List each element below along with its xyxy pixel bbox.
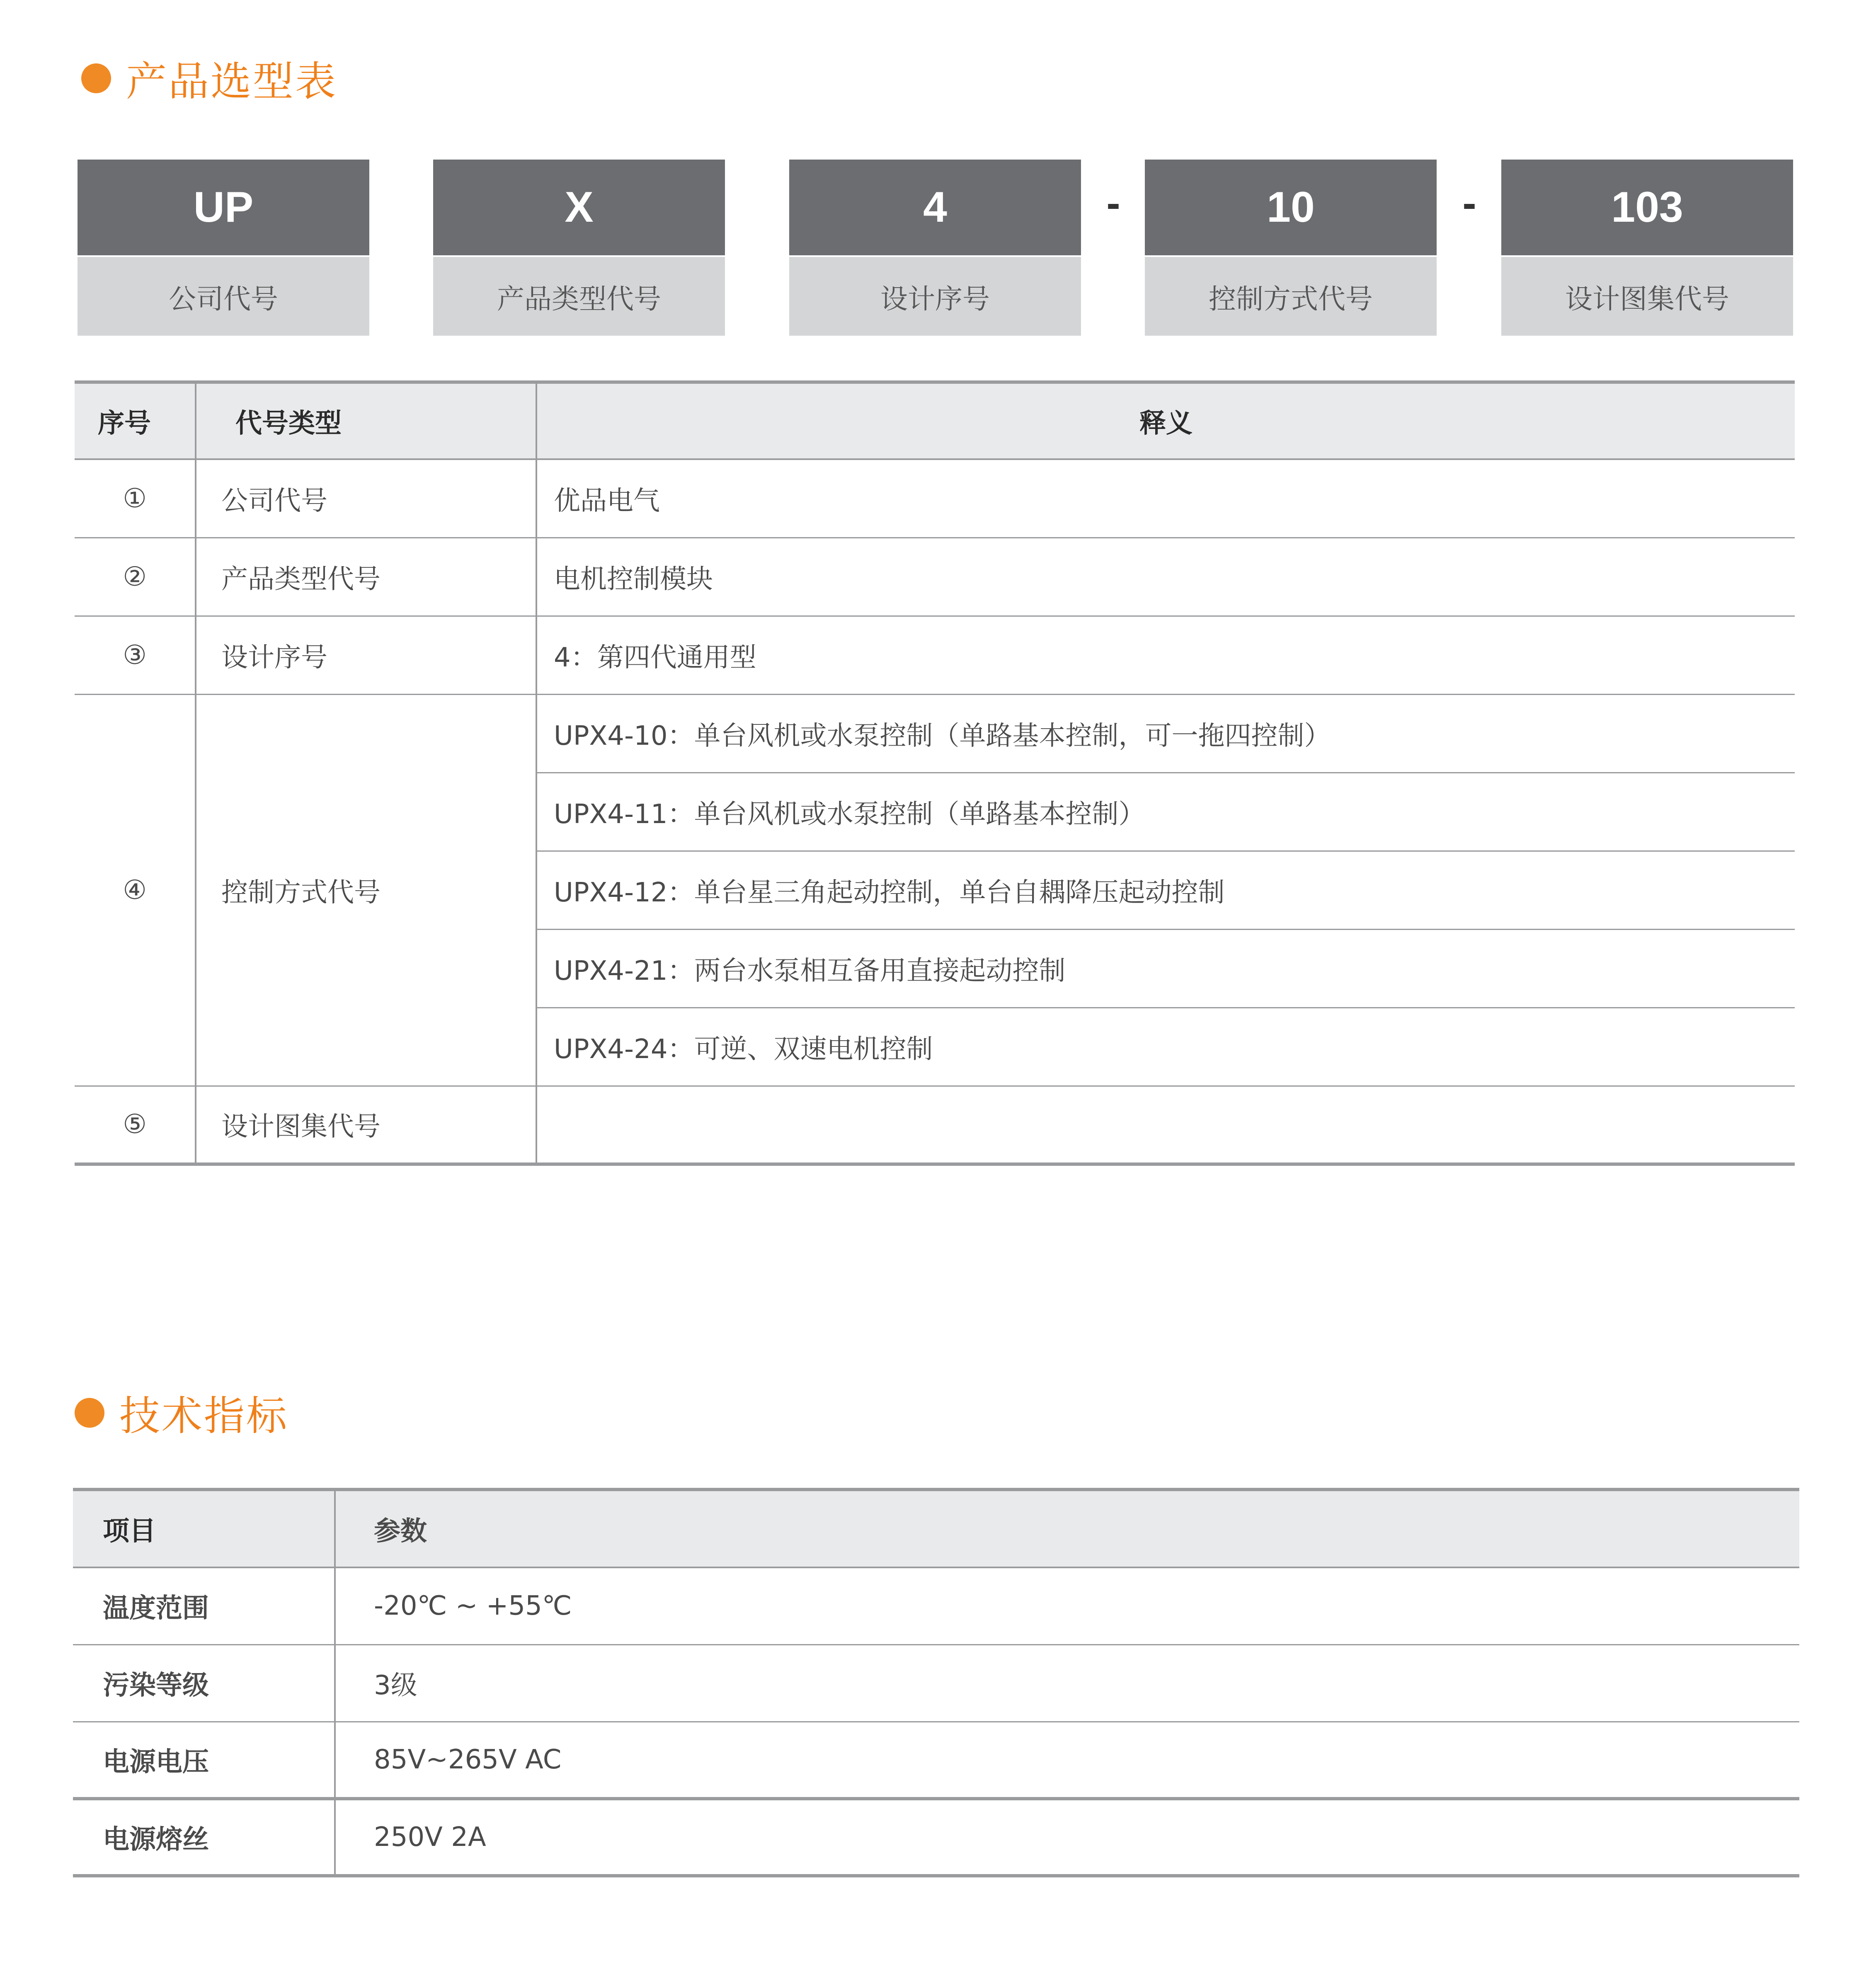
code-box-company xyxy=(78,160,369,336)
table-row xyxy=(75,616,1795,694)
code-box-control-mode xyxy=(1145,160,1437,336)
row-type: 设计图集代号 xyxy=(196,1086,536,1164)
spec-value: -20℃ ~ +55℃ xyxy=(335,1567,1799,1644)
row-type: 产品类型代号 xyxy=(196,538,536,616)
row-meaning: 4：第四代通用型 xyxy=(536,616,1795,694)
row-no: ④ xyxy=(75,694,196,1086)
row-type: 公司代号 xyxy=(196,459,536,538)
code-box-product-type xyxy=(433,160,725,336)
spec-item: 电源电压 xyxy=(73,1722,335,1799)
section-title-text: 技术指标 xyxy=(119,1393,289,1440)
specs-table xyxy=(73,1488,1799,1877)
code-label: 产品类型代号 xyxy=(433,257,725,336)
selection-table xyxy=(75,380,1795,1166)
code-label: 公司代号 xyxy=(78,257,369,336)
table-row xyxy=(75,694,1795,773)
header-no: 序号 xyxy=(75,382,196,459)
code-value: 10 xyxy=(1145,160,1437,257)
code-box-design-serial xyxy=(789,160,1081,336)
table-row xyxy=(75,1086,1795,1164)
spec-item: 电源熔丝 xyxy=(73,1799,335,1876)
code-value: UP xyxy=(78,160,369,257)
spec-value: 85V~265V AC xyxy=(335,1722,1799,1799)
row-no: ① xyxy=(75,459,196,538)
code-separator: - xyxy=(1106,180,1120,226)
bullet-dot-icon xyxy=(75,1398,104,1428)
row-meaning: UPX4-21：两台水泵相互备用直接起动控制 xyxy=(536,929,1795,1008)
row-type: 设计序号 xyxy=(196,616,536,694)
code-value: X xyxy=(433,160,725,257)
header-item: 项目 xyxy=(73,1489,335,1567)
row-meaning: UPX4-24：可逆、双速电机控制 xyxy=(536,1008,1795,1086)
header-type: 代号类型 xyxy=(196,382,536,459)
table-row xyxy=(73,1722,1799,1799)
row-no: ③ xyxy=(75,616,196,694)
row-no: ② xyxy=(75,538,196,616)
table-row xyxy=(75,459,1795,538)
code-label: 控制方式代号 xyxy=(1145,257,1437,336)
spec-item: 温度范围 xyxy=(73,1567,335,1644)
row-meaning: UPX4-12：单台星三角起动控制，单台自耦降压起动控制 xyxy=(536,851,1795,929)
table-row xyxy=(73,1567,1799,1644)
header-value: 参数 xyxy=(335,1489,1799,1567)
section-title-selection xyxy=(81,49,337,107)
bullet-dot-icon xyxy=(81,63,111,93)
row-no: ⑤ xyxy=(75,1086,196,1164)
spec-item: 污染等级 xyxy=(73,1644,335,1722)
table-row xyxy=(73,1644,1799,1722)
row-meaning xyxy=(536,1086,1795,1164)
code-value: 4 xyxy=(789,160,1081,257)
row-meaning: 优品电气 xyxy=(536,459,1795,538)
spec-value: 250V 2A xyxy=(335,1799,1799,1876)
code-label: 设计序号 xyxy=(789,257,1081,336)
code-value: 103 xyxy=(1501,160,1793,257)
row-type: 控制方式代号 xyxy=(196,694,536,1086)
spec-value: 3级 xyxy=(335,1644,1799,1722)
row-meaning: UPX4-10：单台风机或水泵控制（单路基本控制，可一拖四控制） xyxy=(536,694,1795,773)
code-label: 设计图集代号 xyxy=(1501,257,1793,336)
header-meaning: 释义 xyxy=(536,382,1795,459)
code-box-atlas xyxy=(1501,160,1793,336)
table-header-row xyxy=(73,1489,1799,1567)
row-meaning: 电机控制模块 xyxy=(536,538,1795,616)
section-title-specs xyxy=(75,1383,288,1442)
row-meaning: UPX4-11：单台风机或水泵控制（单路基本控制） xyxy=(536,773,1795,851)
table-row xyxy=(75,538,1795,616)
section-title-text: 产品选型表 xyxy=(126,58,338,105)
table-header-row xyxy=(75,382,1795,459)
code-separator: - xyxy=(1462,180,1476,226)
table-row xyxy=(73,1799,1799,1876)
